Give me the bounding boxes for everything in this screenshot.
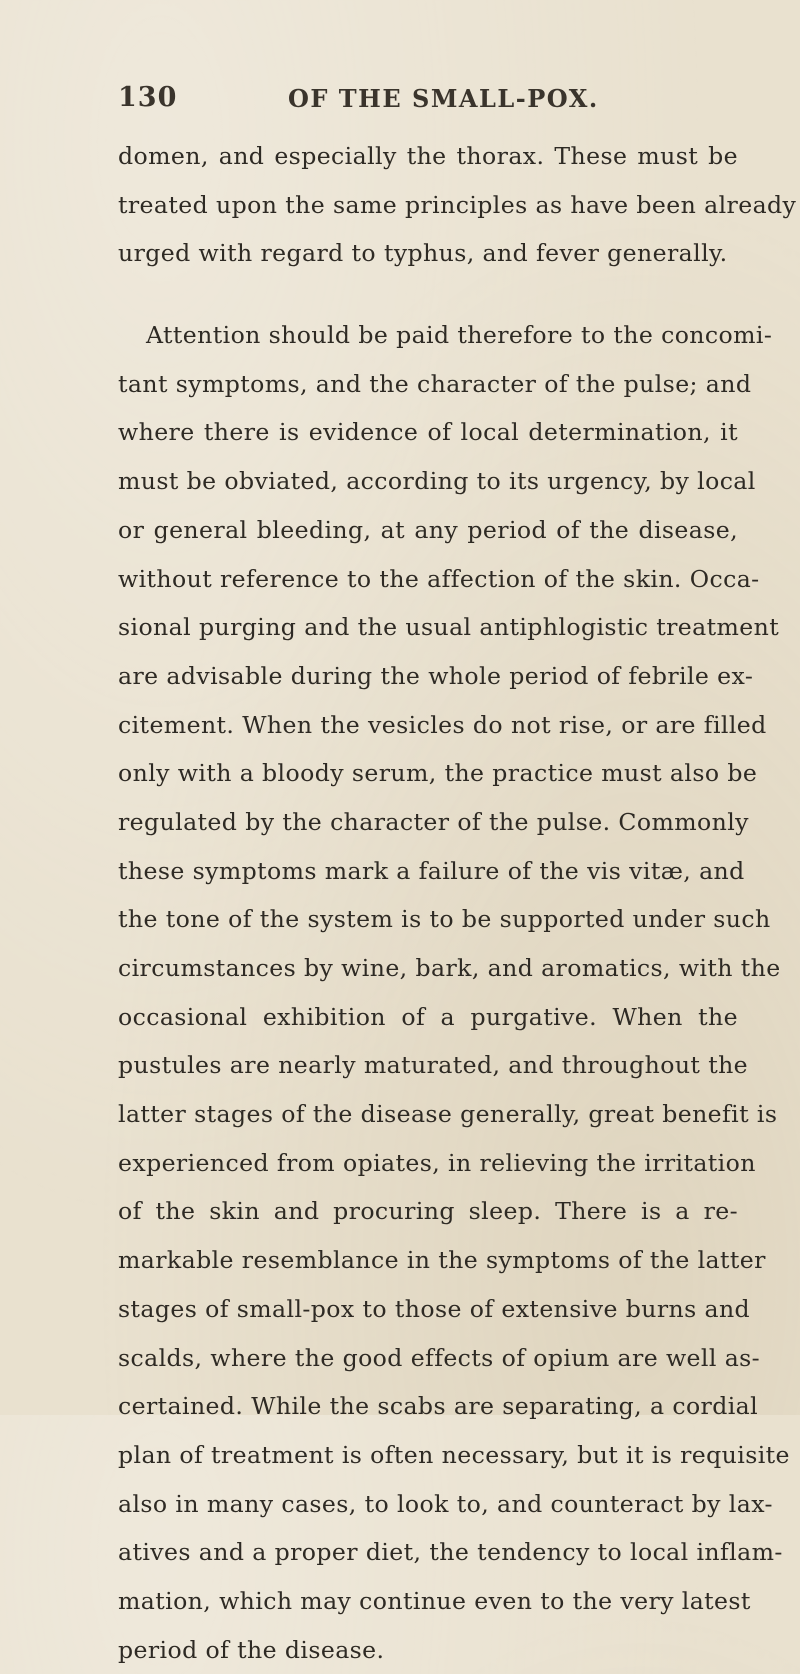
text-line: without reference to the affection of the skin. Occa- [118, 564, 760, 593]
text-line: tant symptoms, and the character of the pulse; and [118, 369, 752, 398]
text-line: stages of small-pox to those of extensive burns and [118, 1294, 751, 1323]
text-line: latter stages of the disease generally, great benefit is [118, 1100, 778, 1129]
text-line: plan of treatment is often necessary, but it is requisite [118, 1440, 790, 1469]
text-line: sional purging and the usual antiphlogistic treatment [118, 613, 780, 642]
text-line: Attention should be paid therefore to the concomi- [146, 321, 773, 350]
text-line: circumstances by wine, bark, and aromatics, with the [118, 954, 781, 982]
text-line: or general bleeding, at any period of the disease, [118, 515, 738, 544]
text-line: of the skin and procuring sleep. There is a re- [118, 1197, 738, 1226]
page-header [118, 82, 718, 122]
text-line: treated upon the same principles as have been already [118, 190, 797, 219]
text-line: where there is evidence of local determination, it [118, 418, 738, 447]
text-line: scalds, where the good effects of opium are well as- [118, 1343, 761, 1372]
text-line: domen, and especially the thorax. These must be [118, 142, 738, 170]
text-line: are advisable during the whole period of febrile ex- [118, 661, 754, 690]
text-line: occasional exhibition of a purgative. When the [118, 1002, 738, 1031]
text-line: must be obviated, according to its urgency, by local [118, 467, 756, 496]
text-line: citement. When the vesicles do not rise, or are filled [118, 710, 767, 739]
page-number: 130 [118, 82, 178, 113]
paragraph-gap [118, 278, 738, 311]
text-line: also in many cases, to look to, and counteract by lax- [118, 1489, 773, 1518]
body-text [118, 132, 797, 1674]
text-line: atives and a proper diet, the tendency to local inflam- [118, 1538, 783, 1567]
text-line: pustules are nearly maturated, and throughout the [118, 1051, 749, 1080]
text-line: period of the disease. [118, 1635, 385, 1664]
text-line: markable resemblance in the symptoms of the latter [118, 1246, 766, 1275]
text-line: regulated by the character of the pulse. Commonly [118, 807, 749, 836]
text-line: certained. While the scabs are separating, a cordial [118, 1392, 759, 1421]
text-line: the tone of the system is to be supported under such [118, 905, 771, 934]
text-line: these symptoms mark a failure of the vis vitæ, and [118, 856, 745, 885]
paragraph [118, 311, 790, 1674]
paragraph [118, 132, 797, 278]
text-line: only with a bloody serum, the practice must also be [118, 759, 758, 788]
running-head: OF THE SMALL-POX. [288, 84, 599, 113]
text-line: experienced from opiates, in relieving the irritation [118, 1148, 756, 1177]
text-line: mation, which may continue even to the very latest [118, 1586, 751, 1615]
text-line: urged with regard to typhus, and fever generally. [118, 239, 728, 268]
